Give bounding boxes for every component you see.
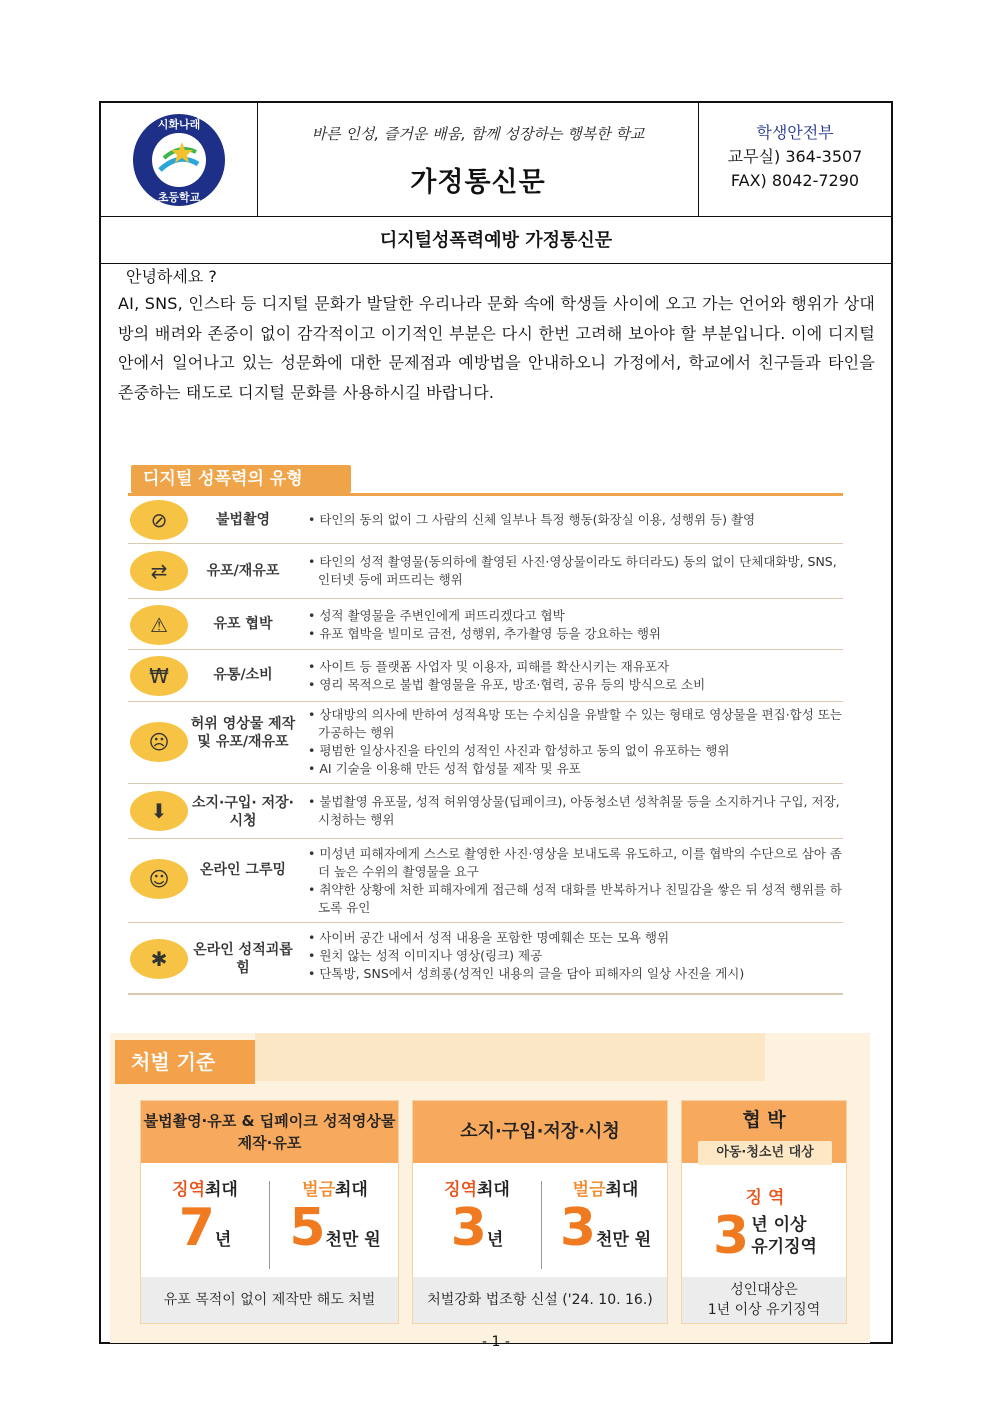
type-desc-item: • 성적 촬영물을 주변인에게 퍼뜨리겠다고 협박: [306, 607, 846, 625]
type-desc-item: • 타인의 동의 없이 그 사람의 신체 일부나 특정 행동(화장실 이용, 성행위 등) 촬영: [306, 511, 846, 529]
digital-violence-types: [128, 458, 853, 1000]
type-row: [128, 784, 843, 839]
type-desc-item: • 사이버 공간 내에서 성적 내용을 포함한 명예훼손 또는 모욕 행위: [306, 929, 846, 947]
type-desc-item: • 취약한 상황에 처한 피해자에게 접근해 성적 대화를 반복하거나 친밀감을 쌓은 뒤 성적 행위를 하도록 유인: [306, 881, 846, 917]
type-desc-item: • 상대방의 의사에 반하여 성적욕망 또는 수치심을 유발할 수 있는 형태로 영상물을 편집·합성 또는 가공하는 행위: [306, 706, 846, 742]
prison-years: 3: [450, 1198, 487, 1258]
fine-label: 벌금: [302, 1180, 335, 1200]
won-unit: 천만 원: [596, 1230, 652, 1250]
svg-text:시화나래: 시화나래: [157, 118, 201, 131]
type-label: 소지·구입· 저장·시청: [192, 795, 294, 829]
department: 학생안전부: [756, 123, 834, 142]
type-desc-item: • 불법촬영 유포물, 성적 허위영상물(딥페이크), 아동청소년 성착취물 등을 소지하거나 구입, 저장, 시청하는 행위: [306, 793, 846, 829]
prison-years: 7: [178, 1198, 215, 1258]
max-label: 최대: [605, 1180, 639, 1200]
type-description: [306, 706, 846, 778]
type-desc-item: • 유포 협박을 빌미로 금전, 성행위, 추가촬영 등을 강요하는 행위: [306, 625, 846, 643]
no-camera-icon: ⊘: [130, 500, 188, 540]
notice-frame: [99, 101, 893, 1344]
max-label: 최대: [335, 1180, 368, 1200]
prison-max: [413, 1175, 541, 1256]
card-note: 처벌강화 법조항 신설 ('24. 10. 16.): [413, 1277, 667, 1323]
fine-label: 벌금: [572, 1180, 606, 1200]
type-label: 불법촬영: [215, 512, 271, 528]
type-description: [306, 845, 846, 917]
type-desc-item: • AI 기술을 이용해 만든 성적 합성물 제작 및 유포: [306, 760, 846, 778]
type-description: [306, 929, 846, 983]
punishment-card-filming: [140, 1100, 399, 1324]
year-unit: 년: [214, 1230, 232, 1250]
type-label: 허위 영상물 제작 및 유포/재유포: [190, 716, 296, 750]
type-description: [306, 607, 846, 643]
type-description: [306, 511, 846, 529]
year-unit: 년: [486, 1230, 504, 1250]
type-row: [128, 702, 843, 784]
type-row: [128, 650, 843, 702]
card-title: 불법촬영·유포 & 딥페이크 성적영상물 제작·유포: [141, 1101, 398, 1163]
type-desc-item: • 미성년 피해자에게 스스로 촬영한 사진·영상을 보내도록 유도하고, 이를 협박의 수단으로 삼아 좀 더 높은 수위의 촬영물을 요구: [306, 845, 846, 881]
adult-note-line: 성인대상은: [730, 1282, 798, 1298]
punishment-heading: 처벌 기준: [115, 1040, 255, 1084]
max-label: 최대: [205, 1180, 238, 1200]
type-row: [128, 923, 843, 995]
type-desc-item: • 평범한 일상사진을 타인의 성적인 사진과 합성하고 동의 없이 유포하는 행위: [306, 742, 846, 760]
won-unit: 천만 원: [325, 1230, 381, 1250]
types-heading: 디지털 성폭력의 유형: [131, 465, 351, 493]
type-desc-item: • 사이트 등 플랫폼 사업자 및 이용자, 피해를 확산시키는 재유포자: [306, 658, 846, 676]
school-logo: [124, 112, 234, 208]
threat-icon: ⚠: [130, 605, 188, 645]
type-desc-item: • 원치 않는 성적 이미지나 영상(링크) 제공: [306, 947, 846, 965]
type-label: 유포 협박: [213, 616, 273, 632]
type-label: 유통/소비: [213, 667, 273, 683]
type-row: [128, 544, 843, 599]
type-label: 온라인 성적괴롭힘: [193, 942, 293, 976]
fine-amount: 5: [289, 1198, 326, 1258]
harassment-icon: ✱: [130, 939, 188, 979]
prison-min: [682, 1183, 848, 1264]
money-icon: ₩: [130, 656, 188, 696]
fine-amount: 3: [559, 1198, 596, 1258]
max-label: 최대: [477, 1180, 510, 1200]
title-cell: [258, 103, 699, 217]
grooming-icon: ☺: [130, 859, 188, 899]
type-row: [128, 839, 843, 923]
type-desc-item: • 타인의 성적 촬영물(동의하에 촬영된 사진·영상물이라도 하더라도) 동의 없이 단체대화방, SNS, 인터넷 등에 퍼뜨리는 행위: [306, 553, 846, 589]
card-title: 소지·구입·저장·시청: [413, 1101, 667, 1163]
type-row: [128, 599, 843, 650]
heading-band: [255, 1033, 765, 1081]
document-subtitle: 디지털성폭력예방 가정통신문: [101, 217, 891, 264]
year-min-unit: 년 이상: [751, 1215, 807, 1235]
fine-max: [542, 1175, 669, 1256]
contact-cell: [699, 103, 891, 217]
type-desc-item: • 영리 목적으로 불법 촬영물을 유포, 방조·협력, 공유 등의 방식으로 소비: [306, 676, 846, 694]
type-label: 유포/재유포: [206, 563, 280, 579]
type-description: [306, 793, 846, 829]
page-title: 가정통신문: [410, 167, 546, 198]
greeting: 안녕하세요 ?: [126, 267, 217, 286]
punishment-card-threat: [681, 1100, 847, 1324]
fine-max: [270, 1175, 400, 1256]
fax-number: FAX) 8042-7290: [730, 171, 860, 190]
school-logo-cell: [101, 103, 258, 217]
fake-face-icon: ☹: [130, 722, 188, 762]
card-title: 협 박: [682, 1101, 846, 1163]
punishment-card-possession: [412, 1100, 668, 1324]
school-motto: 바른 인성, 즐거운 배움, 함께 성장하는 행복한 학교: [311, 125, 645, 143]
term-unit: 유기징역: [751, 1237, 817, 1257]
prison-label: 징역: [444, 1180, 477, 1200]
body-paragraph: AI, SNS, 인스타 등 디지털 문화가 발달한 우리나라 문화 속에 학생들 사이에 오고 가는 언어와 행위가 상대방의 배려와 존중이 없이 감각적이고 이기적인 부분은 다시 한번 고려해 보아야 할 부분입니다. 이에 디지털 안에서 일어나고 있는 성문화에 대한 문제점과 예방법을 안내하오니 가정에서, 학교에서 친구들과 타인을 존중하는 태도로 디지털 문화를 사용하시길 바랍니다.: [118, 294, 875, 402]
prison-label: 징역: [172, 1180, 205, 1200]
header: [101, 103, 891, 217]
adult-note-line: 1년 이상 유기징역: [707, 1302, 821, 1318]
share-icon: ⇄: [130, 551, 188, 591]
download-view-icon: ⬇: [130, 791, 188, 831]
card-note: 유포 목적이 없이 제작만 해도 처벌: [141, 1277, 398, 1323]
page-number: - 1 -: [482, 1334, 510, 1350]
prison-max: [141, 1175, 269, 1256]
card-note: [682, 1277, 846, 1323]
type-description: [306, 553, 846, 589]
type-description: [306, 658, 846, 694]
type-label: 온라인 그루밍: [199, 862, 287, 878]
svg-text:초등학교: 초등학교: [157, 191, 201, 204]
punishment-section: [110, 1033, 870, 1343]
type-desc-item: • 단톡방, SNS에서 성희롱(성적인 내용의 글을 담아 피해자의 일상 사진을 게시): [306, 965, 846, 983]
target-tag: 아동·청소년 대상: [698, 1141, 832, 1165]
type-row: [128, 496, 843, 544]
phone-number: 교무실) 364-3507: [727, 147, 863, 166]
prison-years: 3: [713, 1206, 750, 1266]
prison-label: 징 역: [745, 1188, 785, 1208]
